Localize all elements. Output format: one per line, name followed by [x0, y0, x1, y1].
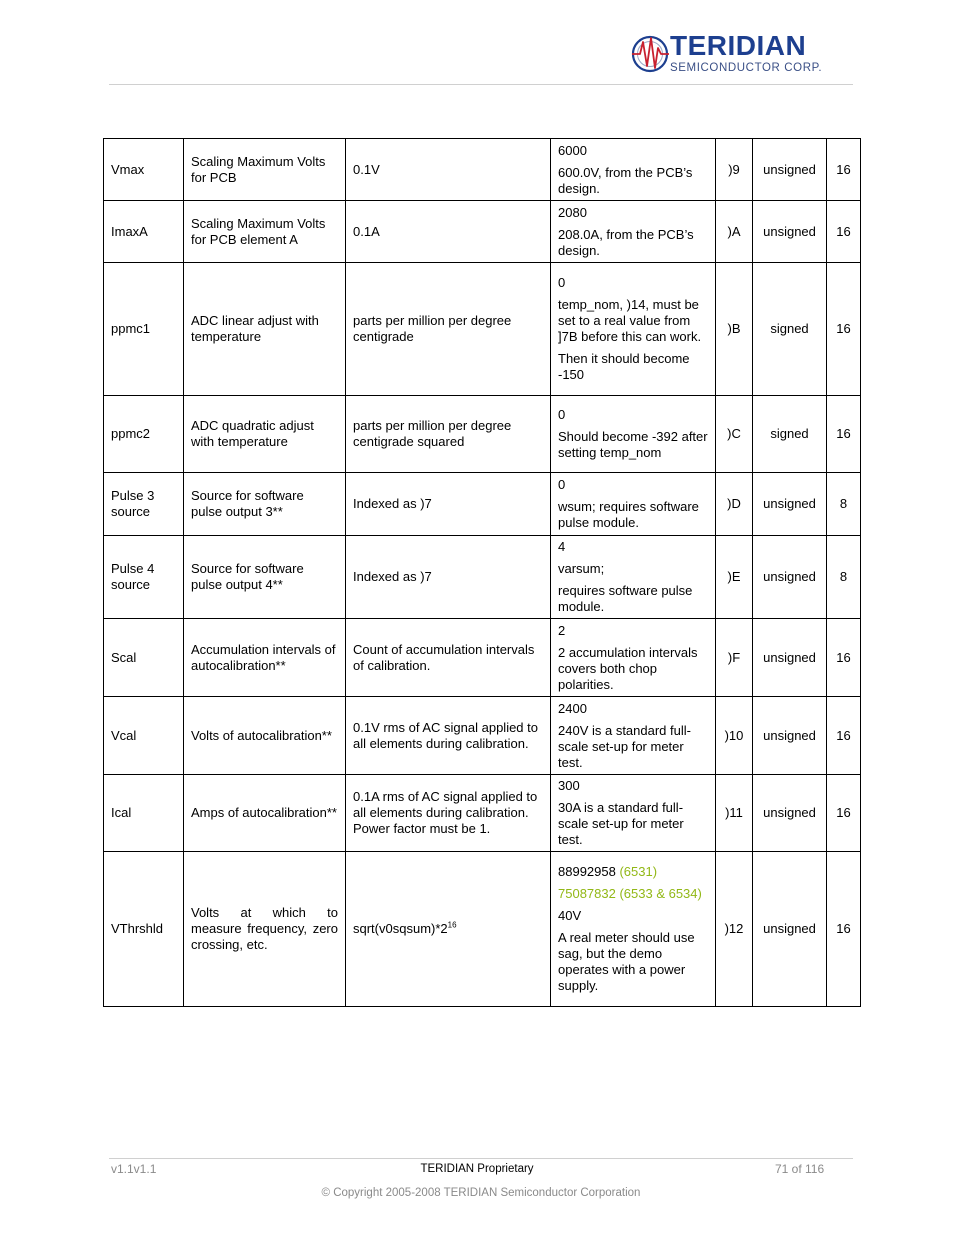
value-line: 2400: [558, 700, 587, 716]
param-units: [346, 852, 551, 1007]
param-default-value: [551, 775, 716, 852]
value-line: 240V is a standard full-scale set-up for meter test.: [558, 722, 691, 770]
units-exponent: 16: [447, 920, 457, 930]
param-bits: 16: [827, 852, 861, 1007]
table-row: [104, 139, 861, 201]
logo-subtitle: SEMICONDUCTOR CORP.: [670, 62, 823, 74]
param-units: Count of accumulation intervals of calibration.: [346, 619, 551, 697]
value-line: 600.0V, from the PCB’s design.: [558, 164, 693, 196]
footer-page-number: 71 of 116: [775, 1162, 825, 1176]
param-name: Scal: [104, 619, 184, 697]
param-address: )11: [716, 775, 753, 852]
value-comment: A real meter should use sag, but the demo operates with a power supply.: [558, 930, 695, 993]
param-bits: 16: [827, 201, 861, 263]
value-line: 0: [558, 407, 566, 422]
param-type: unsigned: [753, 697, 827, 775]
value-line: 0: [558, 275, 566, 290]
param-default-value: [551, 139, 716, 201]
value-variant-note: 75087832 (6533 & 6534): [558, 886, 702, 901]
footer-divider: [109, 1158, 853, 1159]
param-name: ppmc1: [104, 263, 184, 396]
param-bits: 8: [827, 536, 861, 619]
param-units: 0.1A: [346, 201, 551, 263]
value-line: 6000: [558, 142, 587, 158]
param-units: parts per million per degree centigrade squared: [346, 396, 551, 473]
param-name: Pulse 3 source: [104, 473, 184, 536]
table-row: [104, 396, 861, 473]
param-address: )12: [716, 852, 753, 1007]
param-address: )B: [716, 263, 753, 396]
param-bits: 16: [827, 139, 861, 201]
param-default-value: [551, 396, 716, 473]
table-row: [104, 697, 861, 775]
param-name: Ical: [104, 775, 184, 852]
param-bits: 16: [827, 619, 861, 697]
param-description: Volts of autocalibration**: [184, 697, 346, 775]
table-row: [104, 619, 861, 697]
param-units: Indexed as )7: [346, 473, 551, 536]
param-description: Accumulation intervals of autocalibration**: [184, 619, 346, 697]
param-name: VThrshld: [104, 852, 184, 1007]
param-type: unsigned: [753, 775, 827, 852]
value-line: 4: [558, 539, 566, 554]
value-variant-note: (6531): [619, 864, 658, 879]
logo-emblem-icon: [630, 32, 670, 80]
param-type: unsigned: [753, 473, 827, 536]
param-type: unsigned: [753, 619, 827, 697]
param-description: Volts at which to measure frequency, zero crossing, etc.: [184, 852, 346, 1007]
param-units: 0.1V rms of AC signal applied to all elements during calibration.: [346, 697, 551, 775]
param-units: parts per million per degree centigrade: [346, 263, 551, 396]
param-default-value: [551, 852, 716, 1007]
value-line: wsum; requires software pulse module.: [558, 499, 699, 530]
param-address: )A: [716, 201, 753, 263]
value-line: varsum;: [558, 561, 605, 576]
table-row: [104, 775, 861, 852]
param-address: )C: [716, 396, 753, 473]
param-type: unsigned: [753, 852, 827, 1007]
value-line: requires software pulse module.: [558, 583, 693, 614]
value-line: 208.0A, from the PCB’s design.: [558, 226, 694, 258]
param-address: )D: [716, 473, 753, 536]
logo-wordmark: TERIDIAN: [670, 30, 807, 61]
value-line: Then it should become -150: [558, 351, 690, 382]
param-bits: 8: [827, 473, 861, 536]
value-line: temp_nom, )14, must be set to a real value from ]7B before this can work.: [558, 297, 702, 344]
table-row: [104, 852, 861, 1007]
param-default-value: [551, 473, 716, 536]
param-default-value: [551, 536, 716, 619]
param-name: Vcal: [104, 697, 184, 775]
param-default-value: [551, 263, 716, 396]
value-line: 30A is a standard full-scale set-up for meter test.: [558, 800, 684, 847]
table-row: [104, 201, 861, 263]
table-row: [104, 473, 861, 536]
param-type: unsigned: [753, 201, 827, 263]
param-default-value: [551, 697, 716, 775]
param-address: )E: [716, 536, 753, 619]
value-main: 88992958: [558, 864, 616, 879]
param-address: )9: [716, 139, 753, 201]
param-description: ADC quadratic adjust with temperature: [184, 396, 346, 473]
param-description: Scaling Maximum Volts for PCB element A: [184, 201, 346, 263]
param-type: unsigned: [753, 139, 827, 201]
table-row: [104, 536, 861, 619]
param-units: 0.1A rms of AC signal applied to all elements during calibration. Power factor must be 1.: [346, 775, 551, 852]
param-address: )F: [716, 619, 753, 697]
footer-version: v1.1v1.1: [111, 1162, 157, 1176]
param-units: 0.1V: [346, 139, 551, 201]
parameter-table: [103, 138, 861, 1007]
value-line: 40V: [558, 908, 582, 923]
param-description: Source for software pulse output 3**: [184, 473, 346, 536]
param-units: Indexed as )7: [346, 536, 551, 619]
table-row: [104, 263, 861, 396]
param-type: unsigned: [753, 536, 827, 619]
value-line: 300: [558, 778, 580, 793]
param-description: Source for software pulse output 4**: [184, 536, 346, 619]
param-name: Vmax: [104, 139, 184, 201]
param-type: signed: [753, 396, 827, 473]
param-name: ImaxA: [104, 201, 184, 263]
value-line: [558, 864, 708, 880]
param-description: Scaling Maximum Volts for PCB: [184, 139, 346, 201]
param-type: signed: [753, 263, 827, 396]
param-default-value: [551, 201, 716, 263]
param-bits: 16: [827, 697, 861, 775]
param-bits: 16: [827, 396, 861, 473]
footer-copyright: © Copyright 2005-2008 TERIDIAN Semiconductor Corporation: [321, 1187, 641, 1199]
footer-proprietary: TERIDIAN Proprietary: [420, 1163, 534, 1175]
header-divider: [109, 84, 853, 85]
param-bits: 16: [827, 775, 861, 852]
value-line: Should become -392 after setting temp_nom: [558, 429, 708, 460]
param-name: ppmc2: [104, 396, 184, 473]
value-line: 2080: [558, 204, 587, 220]
param-description: ADC linear adjust with temperature: [184, 263, 346, 396]
teridian-logo: [630, 32, 830, 80]
value-line: 2 accumulation intervals covers both chop polarities.: [558, 644, 698, 692]
value-line: 0: [558, 477, 566, 492]
param-bits: 16: [827, 263, 861, 396]
param-address: )10: [716, 697, 753, 775]
param-default-value: [551, 619, 716, 697]
param-name: Pulse 4 source: [104, 536, 184, 619]
value-line: 2: [558, 622, 566, 638]
param-description: Amps of autocalibration**: [184, 775, 346, 852]
units-base: sqrt(v0sqsum)*2: [353, 921, 448, 936]
